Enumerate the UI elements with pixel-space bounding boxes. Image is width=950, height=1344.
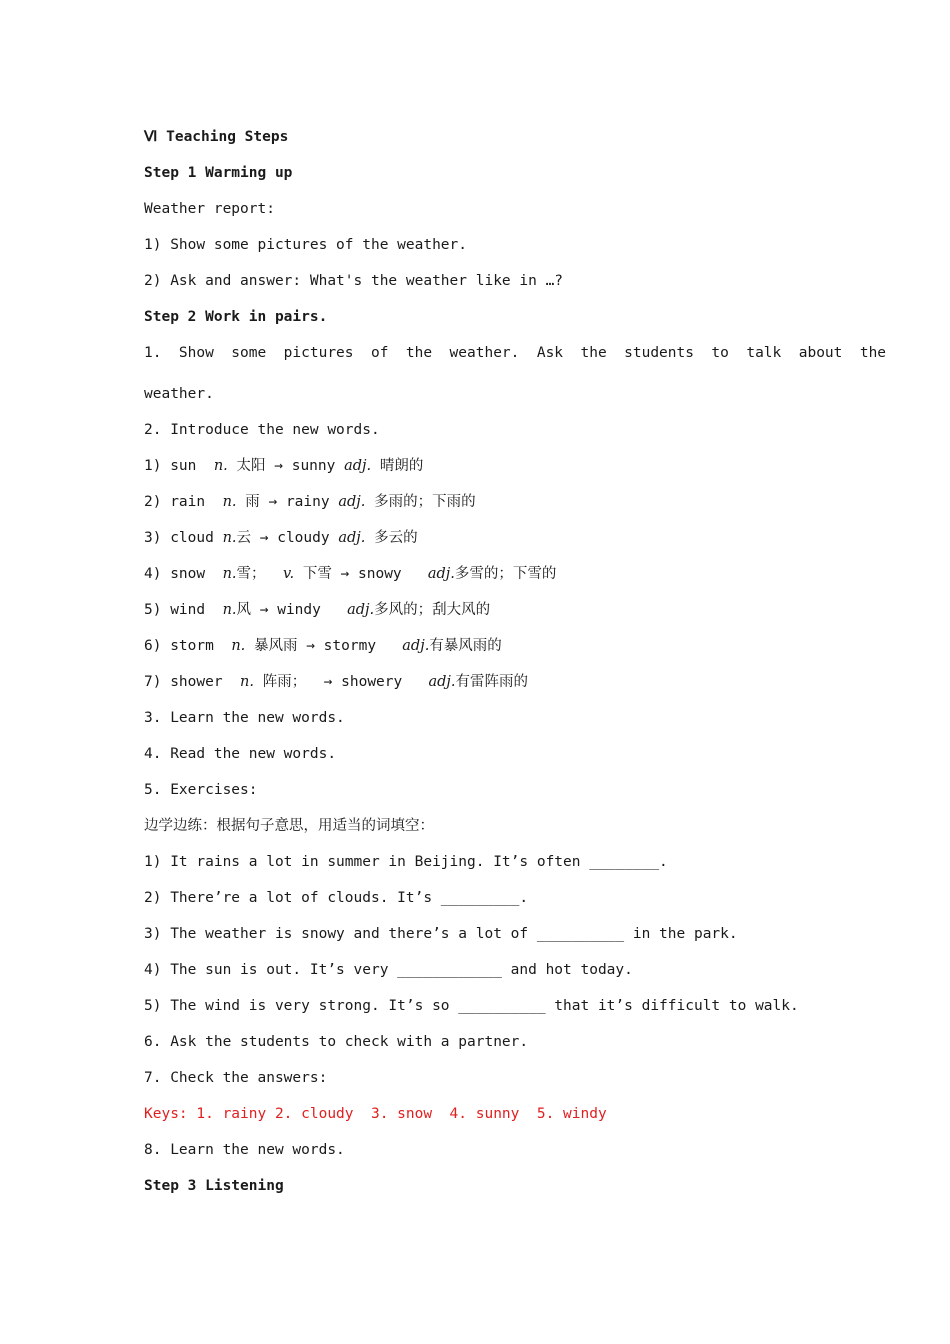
exercise-item: 3) The weather is snowy and there’s a lot of __________ in the park. xyxy=(144,926,738,942)
step2-paragraph-7: 7. Check the answers: xyxy=(144,1070,328,1086)
step2-paragraph-5: 5. Exercises: xyxy=(144,782,258,798)
step3-title: Step 3 Listening xyxy=(144,1178,284,1194)
exercise-instructions: 边学边练：根据句子意思，用适当的词填空： xyxy=(144,818,434,834)
vocab-item: 3) cloud n.云 → cloudy adj. 多云的 xyxy=(144,530,418,546)
exercise-item: 2) There’re a lot of clouds. It’s _________. xyxy=(144,890,529,906)
step2-paragraph-3: 3. Learn the new words. xyxy=(144,710,345,726)
vocab-item: 5) wind n.风 → windy adj.多风的；刮大风的 xyxy=(144,602,491,618)
answer-keys: Keys: 1. rainy 2. cloudy 3. snow 4. sunny 5. windy xyxy=(144,1106,607,1122)
vocab-item: 4) snow n.雪； v. 下雪 → snowy adj.多雪的；下雪的 xyxy=(144,566,557,582)
section-heading: Ⅵ Teaching Steps xyxy=(144,129,289,145)
exercise-item: 5) The wind is very strong. It’s so __________ that it’s difficult to walk. xyxy=(144,998,799,1014)
vocab-item: 1) sun n. 太阳 → sunny adj. 晴朗的 xyxy=(144,458,424,474)
vocab-item: 7) shower n. 阵雨； → showery adj.有雷阵雨的 xyxy=(144,674,528,690)
step2-paragraph-1-line-1: 1. Show some pictures of the weather. Ask the students to talk about the xyxy=(144,345,887,361)
exercise-item: 1) It rains a lot in summer in Beijing. It’s often ________. xyxy=(144,854,668,870)
step2-title: Step 2 Work in pairs. xyxy=(144,309,328,325)
vocab-item: 2) rain n. 雨 → rainy adj. 多雨的；下雨的 xyxy=(144,494,476,510)
step1-item: 1) Show some pictures of the weather. xyxy=(144,237,468,253)
step2-paragraph-8: 8. Learn the new words. xyxy=(144,1142,345,1158)
step1-item: 2) Ask and answer: What's the weather like in …? xyxy=(144,273,564,289)
step2-paragraph-1-line-2: weather. xyxy=(144,386,214,402)
step1-title: Step 1 Warming up xyxy=(144,165,293,181)
exercise-item: 4) The sun is out. It’s very ____________ and hot today. xyxy=(144,962,633,978)
step2-paragraph-6: 6. Ask the students to check with a partner. xyxy=(144,1034,529,1050)
step2-paragraph-4: 4. Read the new words. xyxy=(144,746,337,762)
step1-intro: Weather report: xyxy=(144,201,275,217)
vocab-item: 6) storm n. 暴风雨 → stormy adj.有暴风雨的 xyxy=(144,638,502,654)
step2-paragraph-2: 2. Introduce the new words. xyxy=(144,422,380,438)
